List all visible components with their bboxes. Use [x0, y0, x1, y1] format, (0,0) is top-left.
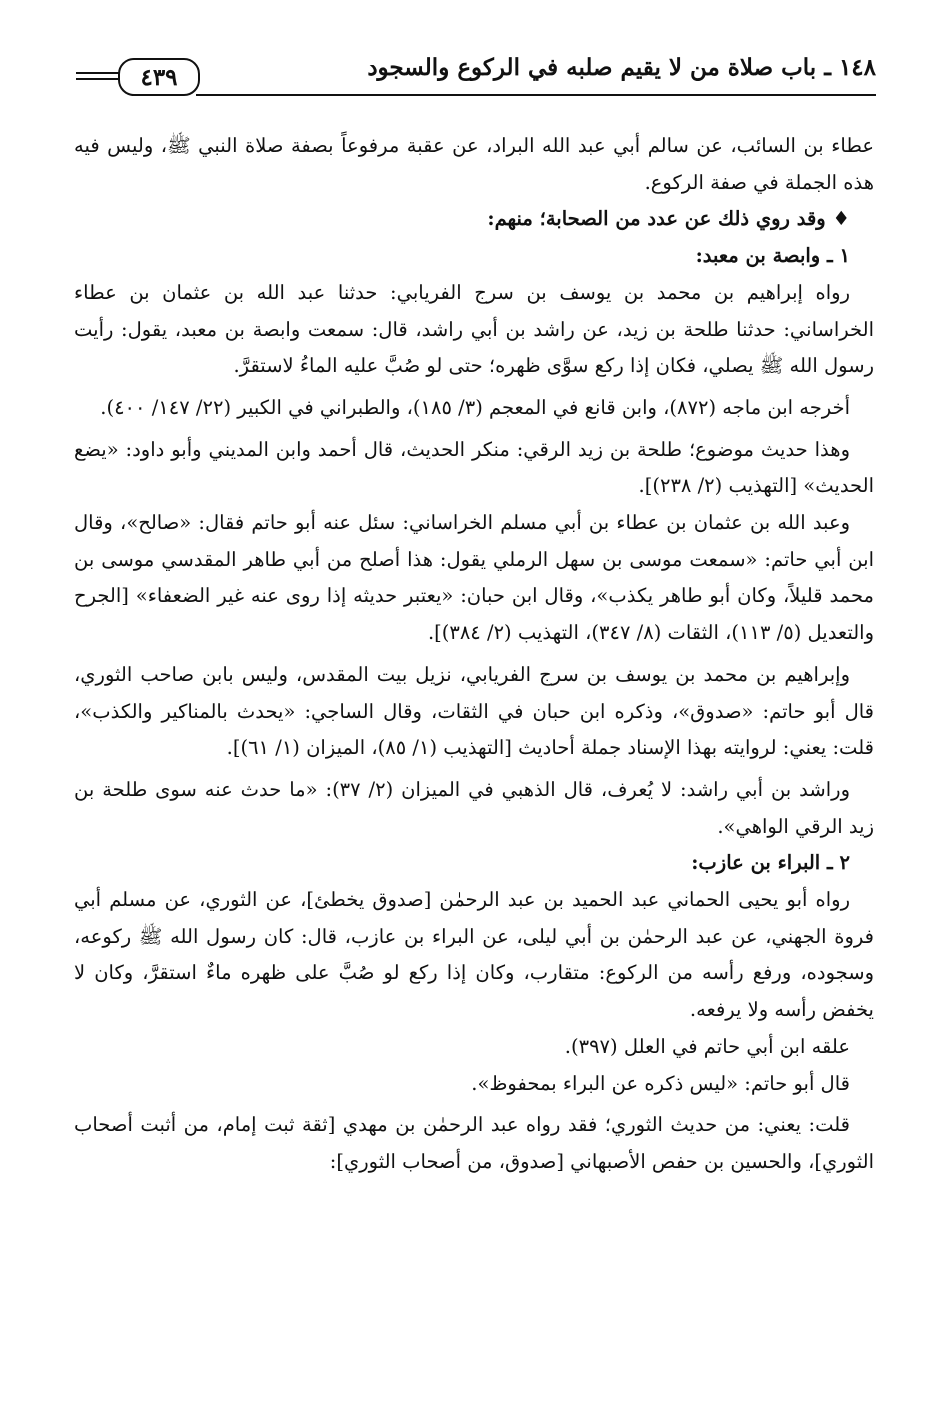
header-underline: [196, 94, 876, 96]
paragraph: عطاء بن السائب، عن سالم أبي عبد الله البراد، عن عقبة مرفوعاً بصفة صلاة النبي ﷺ، وليس فيه هذه الجملة في صفة الركوع.: [74, 134, 874, 194]
paragraph: قلت: يعني: من حديث الثوري؛ فقد رواه عبد الرحمٰن بن مهدي [ثقة ثبت إمام، من أثبت أصحاب الثوري]، والحسين بن حفص الأصبهاني [صدوق، من أصحاب الثوري]:: [74, 1113, 874, 1173]
paragraph: رواه إبراهيم بن محمد بن يوسف بن سرج الفريابي: حدثنا عبد الله بن عثمان بن عطاء الخراساني: حدثنا طلحة بن زيد، عن راشد بن أبي راشد، قال: سمعت وابصة بن معبد، يقول: رأيت رسول الله ﷺ يصلي، فكان إذا ركع سوَّى ظهره؛ حتى لو صُبَّ عليه الماءُ لاستقرَّ.: [74, 280, 874, 378]
paragraph: وهذا حديث موضوع؛ طلحة بن زيد الرقي: منكر الحديث، قال أحمد وابن المديني وأبو داود: «يضع الحديث» [التهذيب (٢/ ٢٣٨)].: [74, 437, 874, 498]
paragraph: رواه أبو يحيى الحماني عبد الحميد بن عبد الرحمٰن [صدوق يخطئ]، عن الثوري، عن مسلم أبي فروة الجهني، عن عبد الرحمٰن بن أبي ليلى، عن البراء بن عازب، قال: كان رسول الله ﷺ ركوعه، وسجوده، ورفع رأسه من الركوع: متقارب، وكان إذا ركع لو صُبَّ على ظهره ماءٌ استقرَّ، وكان لا يخفض رأسه ولا يرفعه.: [74, 888, 874, 1022]
paragraph: وإبراهيم بن محمد بن يوسف بن سرج الفريابي، نزيل بيت المقدس، وليس بابن صاحب الثوري، قال أبو حاتم: «صدوق»، وذكره ابن حبان في الثقات، وقال الساجي: «يحدث بالمناكير والكذب»، قلت: يعني: لروايته بهذا الإسناد جملة أحاديث [التهذيب (١/ ٨٥)، الميزان (١/ ٦١)].: [74, 662, 874, 760]
page-body: [74, 128, 874, 1181]
paragraph: أخرجه ابن ماجه (٨٧٢)، وابن قانع في المعجم (٣/ ١٨٥)، والطبراني في الكبير (٢٢/ ١٤٧/ ٤٠٠).: [100, 395, 850, 419]
page-number: ٤٣٩: [118, 58, 200, 96]
page-header: [76, 50, 876, 100]
section-intro: ♦ وقد روي ذلك عن عدد من الصحابة؛ منهم:: [487, 207, 850, 231]
chapter-title: ١٤٨ ـ باب صلاة من لا يقيم صلبه في الركوع والسجود: [367, 54, 876, 81]
section-heading: ١ ـ وابصة بن معبد:: [695, 244, 850, 268]
header-rule: [76, 72, 120, 74]
paragraph: علقه ابن أبي حاتم في العلل (٣٩٧).: [564, 1034, 850, 1058]
paragraph: وعبد الله بن عثمان بن عطاء بن أبي مسلم الخراساني: سئل عنه أبو حاتم فقال: «صالح»، وقال ابن أبي حاتم: «سمعت موسى بن سهل الرملي يقول: هذا أصلح من أبي طاهر المقدسي موسى بن محمد قليلاً، وكان أبو طاهر يكذب»، وقال ابن حبان: «يعتبر حديثه إذا روى عنه غير الضعفاء» [الجرح والتعديل (٥/ ١١٣)، الثقات (٨/ ٣٤٧)، التهذيب (٢/ ٣٨٤)].: [74, 511, 874, 645]
section-heading: ٢ ـ البراء بن عازب:: [691, 851, 850, 875]
paragraph: وراشد بن أبي راشد: لا يُعرف، قال الذهبي في الميزان (٢/ ٣٧): «ما حدث عنه سوى طلحة بن زيد الرقي الواهي».: [74, 777, 874, 838]
header-rule: [76, 78, 120, 80]
paragraph: قال أبو حاتم: «ليس ذكره عن البراء بمحفوظ».: [471, 1071, 850, 1095]
